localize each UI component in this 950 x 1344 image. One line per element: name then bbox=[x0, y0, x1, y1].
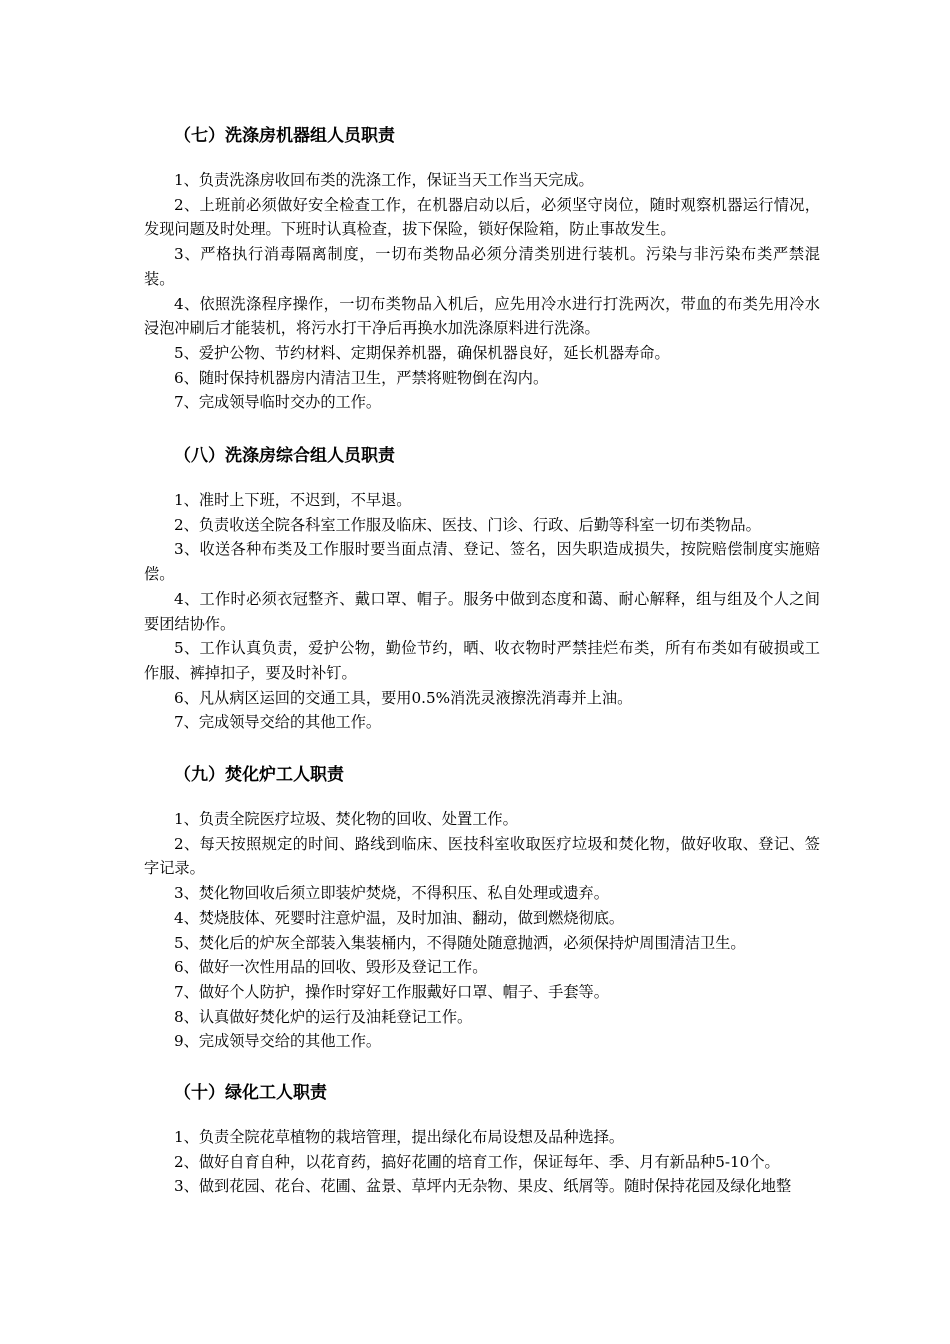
list-item: 1、负责全院医疗垃圾、焚化物的回收、处置工作。 bbox=[174, 810, 518, 828]
list-item: 5、工作认真负责，爱护公物，勤俭节约，晒、收衣物时严禁挂烂布类，所有布类如有破损或工作服、裤掉扣子，要及时补钉。 bbox=[144, 639, 820, 682]
section-greening-worker bbox=[144, 1081, 820, 1199]
list-item: 7、完成领导交给的其他工作。 bbox=[174, 713, 382, 732]
list-item: 1、负责全院花草植物的栽培管理，提出绿化布局设想及品种选择。 bbox=[174, 1128, 625, 1146]
list-item: 2、上班前必须做好安全检查工作，在机器启动以后，必须坚守岗位，随时观察机器运行情况，发现问题及时处理。下班时认真检查，拔下保险，锁好保险箱，防止事故发生。 bbox=[144, 195, 820, 239]
list-item: 5、焚化后的炉灰全部装入集装桶内，不得随处随意抛洒，必须保持炉周围清洁卫生。 bbox=[174, 933, 746, 952]
section-laundry-general-group bbox=[144, 444, 820, 735]
list-item: 6、做好一次性用品的回收、毁形及登记工作。 bbox=[174, 958, 488, 977]
list-item: 2、每天按照规定的时间、路线到临床、医技科室收取医疗垃圾和焚化物，做好收取、登记、签字记录。 bbox=[144, 834, 820, 878]
list-item: 9、完成领导交给的其他工作。 bbox=[174, 1032, 382, 1051]
list-item: 7、完成领导临时交办的工作。 bbox=[174, 393, 382, 412]
section-title: （八）洗涤房综合组人员职责 bbox=[174, 446, 395, 466]
section-title: （九）焚化炉工人职责 bbox=[174, 765, 344, 785]
section-title: （七）洗涤房机器组人员职责 bbox=[174, 126, 395, 146]
list-item: 7、做好个人防护，操作时穿好工作服戴好口罩、帽子、手套等。 bbox=[174, 982, 609, 1001]
list-item: 6、凡从病区运回的交通工具，要用0.5%消洗灵液擦洗消毒并上油。 bbox=[174, 688, 633, 707]
list-item: 1、准时上下班，不迟到，不早退。 bbox=[174, 491, 412, 509]
list-item: 3、做到花园、花台、花圃、盆景、草坪内无杂物、果皮、纸屑等。随时保持花园及绿化地整 bbox=[174, 1177, 792, 1196]
list-item: 6、随时保持机器房内清洁卫生，严禁将赃物倒在沟内。 bbox=[174, 368, 549, 387]
list-item: 4、焚烧肢体、死婴时注意炉温，及时加油、翻动，做到燃烧彻底。 bbox=[174, 908, 625, 927]
section-title: （十）绿化工人职责 bbox=[174, 1083, 327, 1103]
list-item: 8、认真做好焚化炉的运行及油耗登记工作。 bbox=[174, 1007, 473, 1026]
list-item: 2、负责收送全院各科室工作服及临床、医技、门诊、行政、后勤等科室一切布类物品。 bbox=[174, 515, 761, 534]
list-item: 3、焚化物回收后须立即装炉焚烧，不得积压、私自处理或遗弃。 bbox=[174, 884, 609, 903]
list-item: 5、爱护公物、节约材料、定期保养机器，确保机器良好，延长机器寿命。 bbox=[174, 343, 670, 362]
list-item: 4、工作时必须衣冠整齐、戴口罩、帽子。服务中做到态度和蔼、耐心解释，组与组及个人之间要团结协作。 bbox=[144, 589, 820, 633]
list-item: 4、依照洗涤程序操作，一切布类物品入机后，应先用冷水进行打洗两次，带血的布类先用冷水浸泡冲刷后才能装机，将污水打干净后再换水加洗涤原料进行洗涤。 bbox=[144, 294, 820, 338]
section-laundry-machine-group bbox=[144, 124, 820, 415]
list-item: 1、负责洗涤房收回布类的洗涤工作，保证当天工作当天完成。 bbox=[174, 171, 594, 189]
list-item: 3、收送各种布类及工作服时要当面点清、登记、签名，因失职造成损失，按院赔偿制度实施赔偿。 bbox=[144, 540, 820, 584]
list-item: 2、做好自育自种，以花育药，搞好花圃的培育工作，保证每年、季、月有新品种5-10个。 bbox=[174, 1152, 780, 1171]
section-incinerator-worker bbox=[144, 763, 820, 1054]
list-item: 3、严格执行消毒隔离制度，一切布类物品必须分清类别进行装机。污染与非污染布类严禁混装。 bbox=[144, 245, 820, 288]
